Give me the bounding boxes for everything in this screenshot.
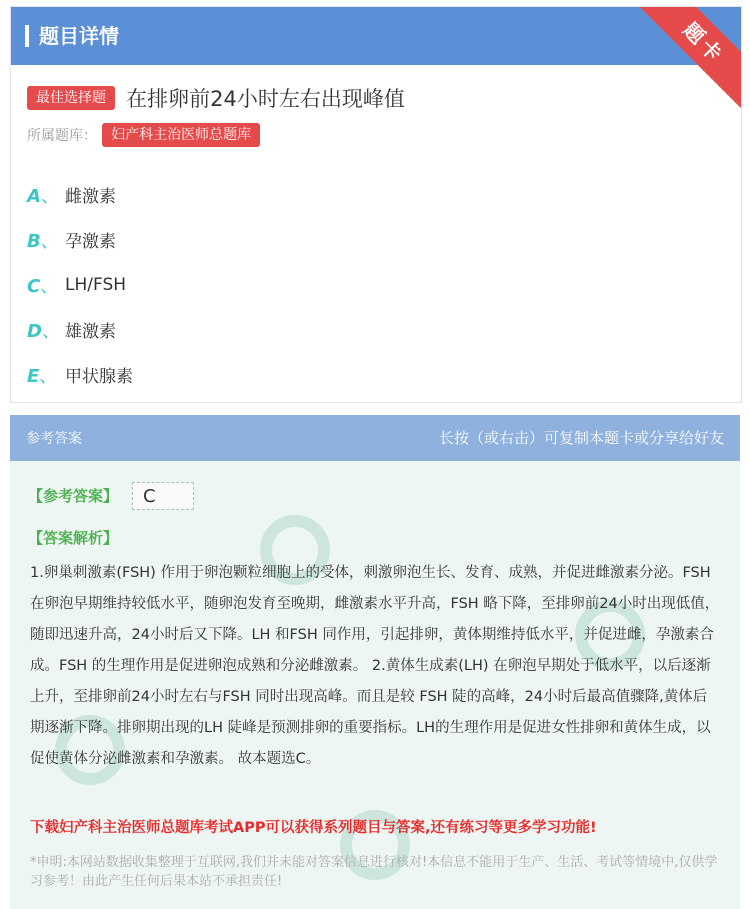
reference-answer-value: C	[132, 482, 194, 510]
library-label: 所属题库：	[27, 128, 97, 144]
question-card	[10, 6, 742, 403]
page-title: 题目详情	[39, 24, 119, 48]
option-text: LH/FSH	[65, 274, 127, 295]
option-letter: A、	[27, 185, 59, 207]
reference-answer-label: 【参考答案】	[28, 487, 119, 505]
option-b[interactable]	[27, 217, 133, 262]
corner-ribbon	[627, 6, 742, 121]
answer-card	[10, 415, 740, 909]
option-c[interactable]	[27, 262, 133, 307]
option-e[interactable]	[27, 352, 133, 397]
option-text: 雄激素	[65, 322, 116, 342]
answer-header-title: 参考答案	[26, 431, 82, 447]
explanation-label: 【答案解析】	[28, 529, 119, 547]
option-letter: C、	[27, 275, 59, 297]
option-letter: B、	[27, 230, 59, 252]
option-letter: E、	[27, 365, 58, 387]
disclaimer-text: *申明:本网站数据收集整理于互联网,我们并未能对答案信息进行核对!本信息不能用于生产、生活、考试等情境中,仅供学习参考！由此产生任何后果本站不承担责任!	[30, 855, 718, 889]
question-title: 在排卵前24小时左右出现峰值	[126, 87, 405, 111]
option-a[interactable]	[27, 172, 133, 217]
option-letter: D、	[27, 320, 60, 342]
ribbon-label: 题卡	[630, 6, 742, 117]
answer-header	[10, 415, 740, 461]
share-hint: 长按（或右击）可复制本题卡或分享给好友	[438, 429, 724, 447]
option-text: 甲状腺素	[65, 367, 133, 387]
question-type-badge: 最佳选择题	[27, 86, 115, 110]
library-badge[interactable]: 妇产科主治医师总题库	[102, 123, 260, 147]
question-row	[27, 83, 405, 113]
option-text: 雌激素	[65, 187, 116, 207]
app-download-link[interactable]: 下载妇产科主治医师总题库考试APP可以获得系列题目与答案,还有练习等更多学习功能!	[30, 820, 597, 836]
option-d[interactable]	[27, 307, 133, 352]
explanation-text: 1.卵巢刺激素(FSH) 作用于卵泡颗粒细胞上的受体，刺激卵泡生长、发育、成熟，并促进雌激素分泌。FSH 在卵泡早期维持较低水平，随卵泡发育至晚期，雌激素水平升高，FSH 略下降，至排卵前24小时出现低值，随即迅速升高，24小时后又下降。LH 和FSH 同作用，引起排卵，黄体期维持低水平，并促进雌，孕激素合成。FSH 的生理作用是促进卵泡成熟和分泌雌激素。 2.黄体生成素(LH) 在卵泡早期处于低水平，以后逐渐上升，至排卵前24小时左右与FSH 同时出现高峰。而且是较 FSH 陡的高峰，24小时后最高值骤降,黄体后期逐渐下降。排卵期出现的LH 陡峰是预测排卵的重要指标。LH的生理作用是促进女性排卵和黄体生成，以促使黄体分泌雌激素和孕激素。 故本题选C。	[30, 565, 720, 767]
option-text: 孕激素	[65, 232, 116, 252]
header-accent	[25, 25, 29, 47]
options-list	[27, 172, 133, 397]
library-row	[27, 123, 260, 149]
